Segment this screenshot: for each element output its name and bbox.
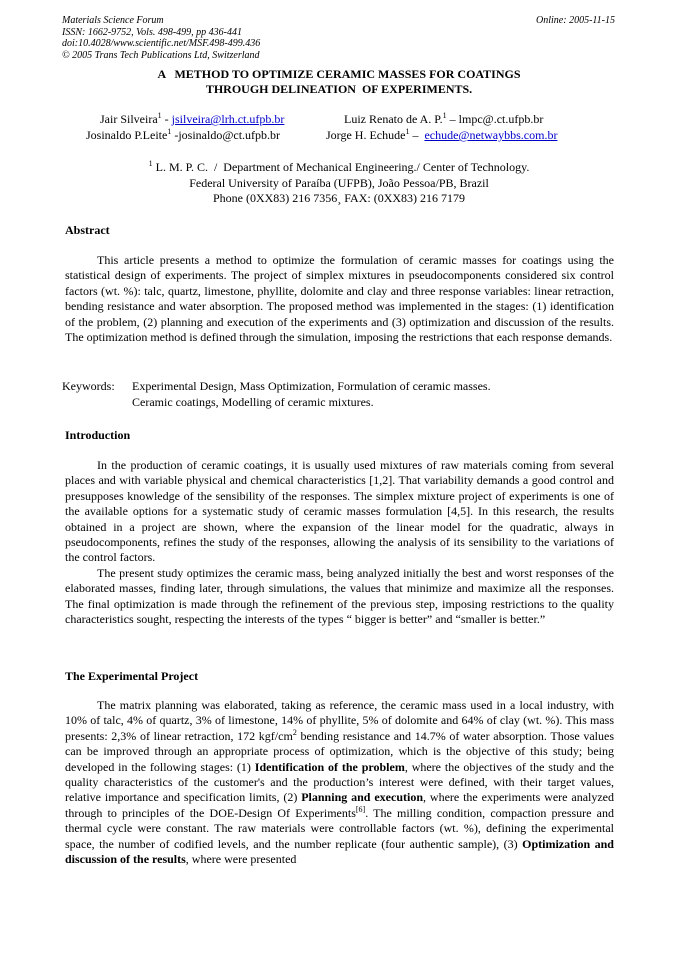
author-name: Luiz Renato de A. P. xyxy=(344,112,443,126)
title-line-2: THROUGH DELINEATION OF EXPERIMENTS. xyxy=(205,82,473,96)
bold-term: Planning and execution xyxy=(301,790,424,805)
text-run: . The milling condition, compaction pressure and thermal cycle were constant. The raw materials were controllable factors (wt. %), defining the experimental space, the number of codified levels, and the number replicate (four authentic sample), (3) xyxy=(65,805,615,851)
author-row-2 xyxy=(344,111,543,127)
bold-term: Identification of the problem xyxy=(254,759,405,774)
doi-line: doi:10.4028/www.scientific.net/MSF.498-499.436 xyxy=(62,38,261,49)
affiliation-line-2: Federal University of Paraíba (UFPB), João Pessoa/PB, Brazil xyxy=(189,175,489,190)
copyright-line: © 2005 Trans Tech Publications Ltd, Switzerland xyxy=(62,49,260,61)
author-row-3 xyxy=(86,127,280,143)
text-run: bending resistance and 14.7% of water absorption. Those values can be improved through an appropriate process of optimization, which is the objective of this study; being developed in the following stages: (1) xyxy=(65,728,614,774)
issn-line: ISSN: 1662-9752, Vols. 498-499, pp 436-441 xyxy=(62,26,242,38)
abstract-text: This article presents a method to optimize the formulation of ceramic masses for coatings using the statistical design of experiments. The project of simplex mixtures in pseudocomponents considered six control factors (wt. %): talc, quartz, limestone, phyllite, dolomite and clay and three response variables: linear retraction, bending resistance and water absorption. The proposed method was implemented in the stages: (1) identification of the problem, (2) planning and execution of the experiments and (3) optimization and discussion of the results. The optimization method is defined through the simulation, imposing the restrictions that each response demands. xyxy=(65,253,614,345)
text-run: , where were presented xyxy=(185,852,297,867)
author-name: Jair Silveira xyxy=(100,112,158,126)
affiliation-text: L. M. P. C. / Department of Mechanical Engineering./ Center of Technology. xyxy=(152,160,530,174)
author-name: Josinaldo P.Leite xyxy=(86,128,168,142)
experimental-heading: The Experimental Project xyxy=(65,669,199,683)
text-run: , where the objectives of the study and the quality characteristics of the customer's and the production’s interest were defined, with their target values, relative importance and specification limits, (2) xyxy=(65,759,614,805)
author-email-link[interactable]: echude@netwaybbs.com.br xyxy=(424,128,558,142)
affiliation-marker: 1 xyxy=(405,127,410,136)
keywords-line-1: Experimental Design, Mass Optimization, Formulation of ceramic masses. xyxy=(132,379,491,393)
citation-superscript: [6] xyxy=(355,804,366,814)
affiliation-line-1 xyxy=(62,160,616,176)
abstract-heading: Abstract xyxy=(65,223,110,237)
author-name: Jorge H. Echude xyxy=(326,128,406,142)
journal-name: Materials Science Forum xyxy=(62,15,164,26)
affiliation-marker: 1 xyxy=(167,127,172,136)
affiliation-marker: 1 xyxy=(157,111,162,120)
introduction-paragraph-1: In the production of ceramic coatings, it is usually used mixtures of raw materials coming from several places and with variable physical and chemical characteristics [1,2]. That variability demands a good control and presupposes knowledge of the sensibility of the responses. The simplex mixture project of experiments is one of the available options for a systematic study of ceramic masses formulation [4,5]. In this research, the results obtained in a project are shown, where the expansion of the linear model for the quadratic, always in pseudocomponents, refines the study of the responses, allowing the analysis of its sensibility to the variations of the control factors. xyxy=(65,458,614,565)
experimental-paragraph xyxy=(65,698,614,867)
introduction-paragraph-2: The present study optimizes the ceramic mass, being analyzed initially the best and worst responses of the elaborated masses, finding later, through simulations, the values that minimize and maximize all the responses. The final optimization is made through the refinement of the previous step, imposing restrictions to the quality characteristics sought, respecting the interests of the types “ bigger is better” and “smaller is better.” xyxy=(65,566,614,627)
title-line-1: A METHOD TO OPTIMIZE CERAMIC MASSES FOR COATINGS xyxy=(157,67,521,81)
journal-header xyxy=(62,15,260,61)
text-run: , where the experiments were analyzed through to principles of the DOE-Design Of Experiments xyxy=(65,790,615,820)
separator: - xyxy=(161,112,172,126)
author-email-link[interactable]: jsilveira@lrh.ct.ufpb.br xyxy=(171,112,285,126)
author-row-4 xyxy=(326,127,557,143)
author-row-1 xyxy=(100,111,284,127)
affiliation-marker: 1 xyxy=(148,159,153,168)
author-email: – lmpc@.ct.ufpb.br xyxy=(446,112,544,126)
affiliation xyxy=(62,160,616,207)
bold-term: Optimization and discussion of the results xyxy=(65,836,614,867)
online-date: Online: 2005-11-15 xyxy=(536,15,615,26)
text-run: The matrix planning was elaborated, taking as reference, the ceramic mass used in a local industry, with 10% of talc, 4% of quartz, 3% of limestone, 14% of phyllite, 5% of dolomite and 64% of clay (wt. %). This mass presents: 2,3% of linear retraction, 172 kgf/cm xyxy=(65,698,614,743)
affiliation-marker: 1 xyxy=(442,111,447,120)
separator: – xyxy=(409,128,425,142)
author-email: -josinaldo@ct.ufpb.br xyxy=(171,128,281,142)
superscript: 2 xyxy=(292,727,297,737)
keywords-label: Keywords: xyxy=(62,379,115,393)
introduction-heading: Introduction xyxy=(65,428,131,442)
paper-title xyxy=(62,67,616,97)
keywords-line-2: Ceramic coatings, Modelling of ceramic mixtures. xyxy=(132,395,374,409)
affiliation-line-3: Phone (0XX83) 216 7356¸ FAX: (0XX83) 216 7179 xyxy=(212,191,466,205)
